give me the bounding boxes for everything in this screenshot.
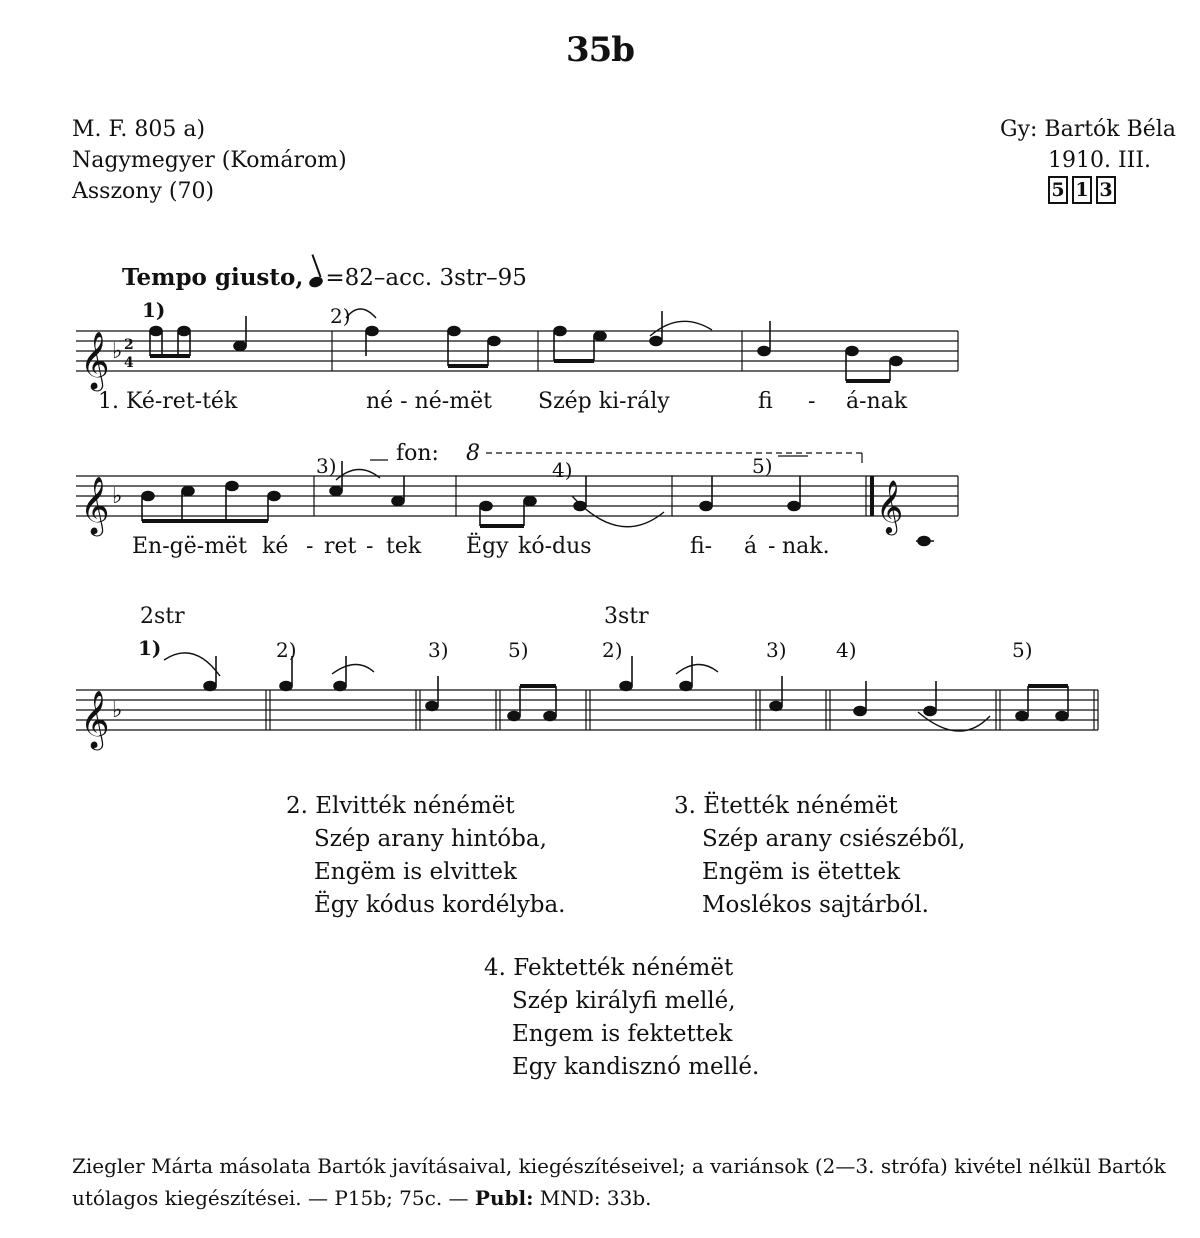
class-box: 1 [1072,176,1092,204]
stanza-line: Engëm is elvittek [314,859,517,885]
lyric: fi [758,389,773,414]
flat-icon: ♭ [112,698,123,723]
class-box: 3 [1096,176,1116,204]
publ-value: MND: 33b. [533,1186,652,1210]
lyric: né - né-mët [366,389,492,414]
slurs [164,309,990,731]
variant-mark: 5) [752,454,773,478]
variant-mark: 3) [766,638,787,662]
location: Nagymegyer (Komárom) [72,148,347,173]
stanza-line: 4. Fektették nénémët [484,955,734,981]
tempo-label: Tempo giusto, [122,264,304,291]
lyric: ké [262,534,289,559]
treble-clef-icon: 𝄞 [80,690,110,748]
stanza-line: Engem is fektettek [512,1021,733,1047]
stanza-line: Engëm is ëtettek [702,859,901,885]
stanza-line: Szép királyfi mellé, [512,988,736,1014]
stanza-line: Ëgy kódus kordélyba. [314,892,566,918]
page-title: 35b [565,30,635,70]
lyric: nak. [782,534,830,559]
catalog-number: M. F. 805 a) [72,117,206,142]
staff-1 [76,331,958,371]
variant-mark: 4) [552,458,573,482]
stanza-line: Egy kandisznó mellé. [512,1054,760,1080]
lyric: ret [324,534,357,559]
class-box: 5 [1048,176,1068,204]
variant-mark: 2) [276,638,297,662]
footnote [72,1150,1172,1214]
lyric: á [744,534,758,559]
stanza-line: 2. Elvitték nénémët [286,793,515,819]
variant-mark: 1) [138,636,162,660]
lyric: Szép ki-rály [538,389,670,414]
stanza-2-label: 2str [140,604,185,629]
time-sig-icon: 4 [124,355,134,371]
lyric: kó-dus [518,534,592,559]
lyric: fi- [690,534,713,559]
collector: Gy: Bartók Béla [1000,117,1176,142]
octave-label: 8 [466,441,480,466]
lyric: Ëgy [466,534,509,559]
publ-label: Publ: [474,1186,534,1210]
variant-mark: 2) [602,638,623,662]
variant-mark: 4) [836,638,857,662]
treble-clef-icon: 𝄞 [80,331,110,389]
variant-mark: 5) [508,638,529,662]
lyric: En-gë-mët [132,534,247,559]
collection-date: 1910. III. [1048,148,1152,173]
treble-clef-icon: 𝄞 [876,479,904,533]
variant-mark: 1) [142,298,166,322]
lyric: - [366,534,374,559]
stanza-2 [286,790,565,922]
stanza-3 [674,790,965,922]
stanza-line: 3. Ëtették nénémët [674,793,898,819]
octave-line [370,453,862,463]
stanza-4 [484,952,759,1084]
stanza-line: Szép arany hintóba, [314,826,547,852]
footnote-text: Ziegler Márta másolata Bartók javításaival, kiegészítéseivel; a variánsok (2—3. strófa) kivétel nélkül Bartók utólagos kiegészítései. — P15b; 75c. — [72,1154,1166,1210]
stanza-3-label: 3str [604,604,649,629]
treble-clef-icon: 𝄞 [80,476,110,534]
staff-3 [76,690,1098,730]
lyric: - [306,534,314,559]
lyric: á-nak [846,389,908,414]
staff-2 [76,476,958,516]
tempo-value: =82–acc. 3str–95 [325,265,527,291]
lyric: tek [386,534,422,559]
lyric: - [768,534,776,559]
performer: Asszony (70) [72,179,215,204]
stanza-line: Szép arany csiészéből, [702,826,966,852]
variant-mark: 3) [316,454,337,478]
fon-label: fon: [396,441,439,466]
flat-icon: ♭ [112,484,123,509]
variant-mark: 5) [1012,638,1033,662]
lyric: 1. Ké-ret-ték [98,389,238,414]
lyric: - [808,389,816,414]
time-sig-icon: 2 [124,337,134,353]
variant-mark: 2) [330,304,351,328]
stanza-line: Moslékos sajtárból. [702,892,929,918]
flat-icon: ♭ [112,339,123,364]
variant-mark: 3) [428,638,449,662]
